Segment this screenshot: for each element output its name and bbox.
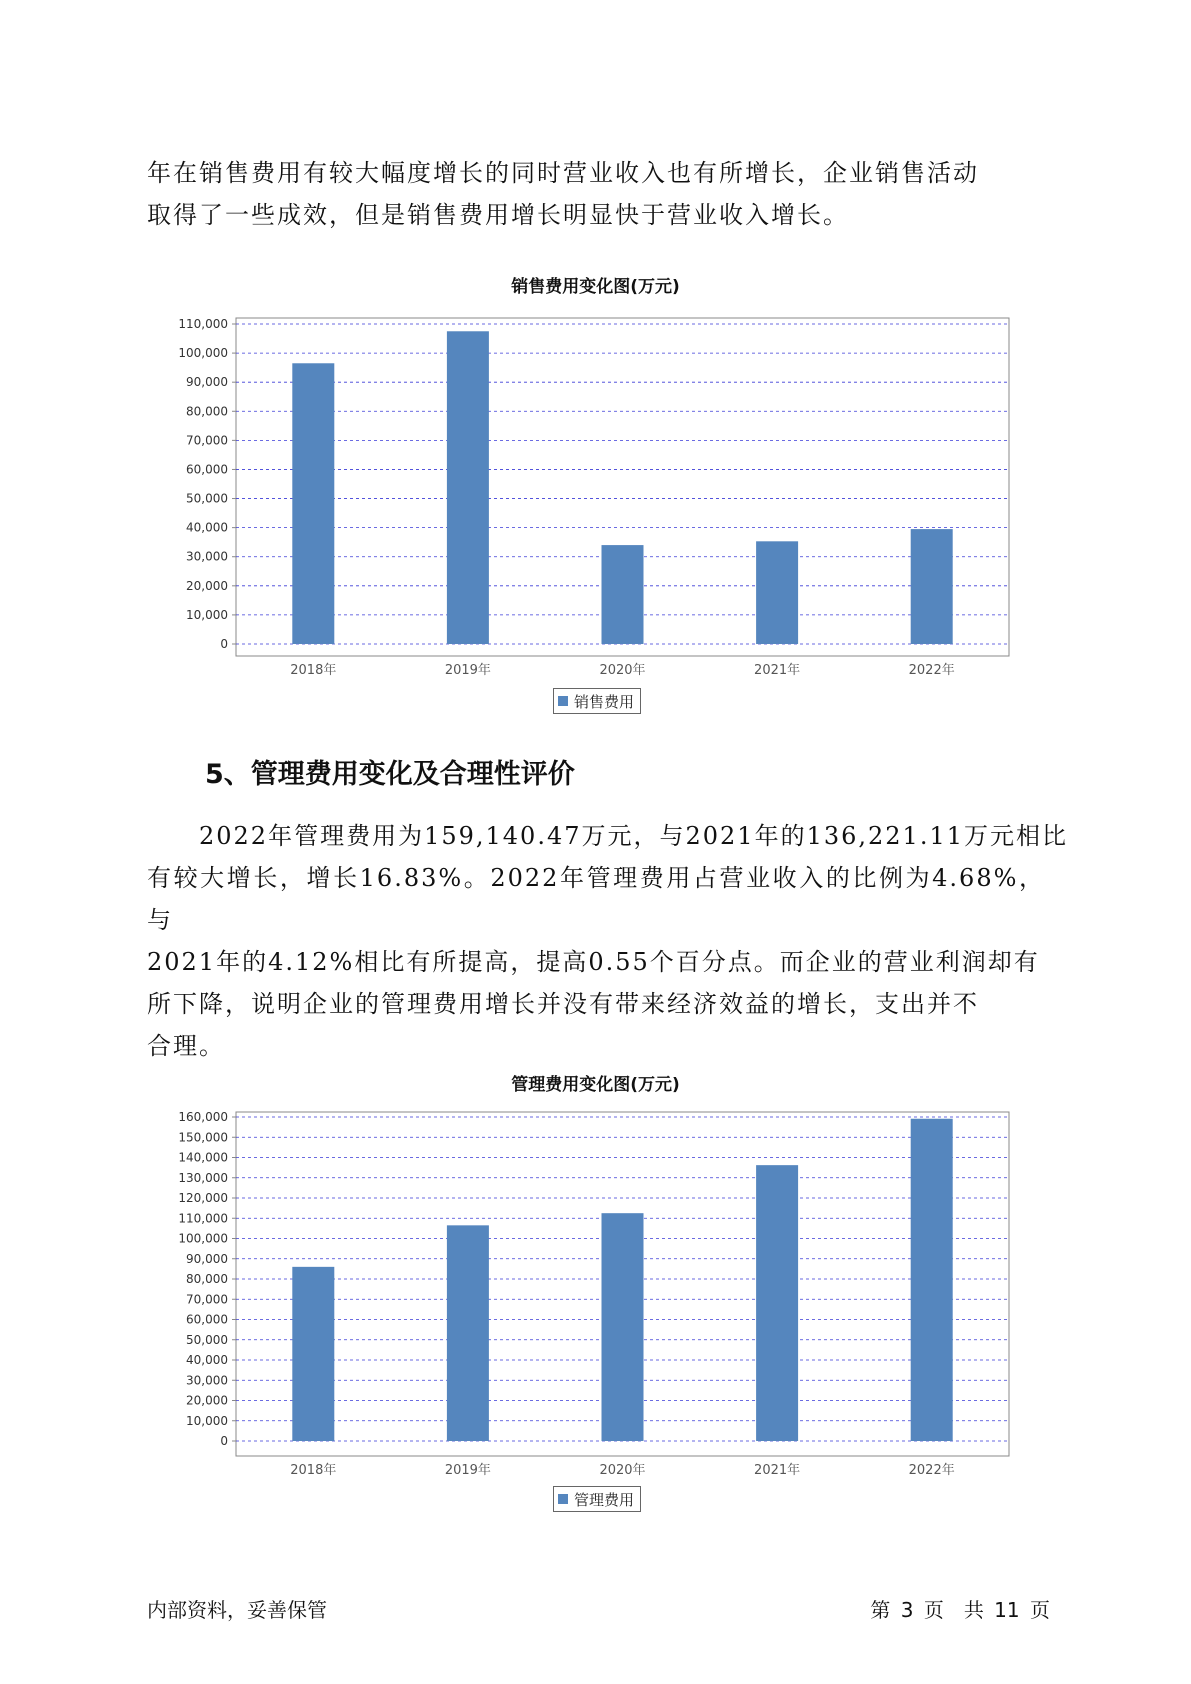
y-tick-label: 40,000 [186,1353,228,1367]
y-tick-label: 20,000 [186,1393,228,1408]
sales-expense-chart [0,300,1191,680]
y-tick-label: 100,000 [178,1231,228,1246]
bar [447,1225,489,1441]
x-tick-label: 2020年 [599,1463,646,1478]
chart-title: 管理费用变化图(万元) [511,1075,680,1095]
y-tick-label: 70,000 [186,1292,228,1307]
y-tick-label: 140,000 [178,1150,228,1165]
intro-paragraph [147,152,1045,236]
section5-paragraph [147,815,1068,1067]
x-tick-label: 2022年 [908,1463,955,1478]
y-tick-label: 50,000 [186,491,228,506]
section-heading: 5、管理费用变化及合理性评价 [205,759,575,790]
intro-line: 年在销售费用有较大幅度增长的同时营业收入也有所增长，企业销售活动 [147,159,979,187]
y-tick-label: 80,000 [186,404,228,419]
y-tick-label: 120,000 [178,1191,228,1205]
section5-line: 合理。 [147,1032,225,1060]
y-tick-label: 70,000 [186,433,228,448]
y-tick-label: 60,000 [186,462,228,477]
y-tick-label: 30,000 [186,1373,228,1388]
y-tick-label: 80,000 [186,1272,228,1286]
chart-legend [553,688,641,714]
bar [911,1119,953,1441]
section5-line: 有较大增长，增长16.83%。2022年管理费用占营业收入的比例为4.68%，与 [147,864,1045,934]
x-tick-label: 2022年 [908,663,955,678]
y-tick-label: 10,000 [186,607,228,622]
intro-line: 取得了一些成效，但是销售费用增长明显快于营业收入增长。 [147,201,849,229]
y-tick-label: 0 [220,1434,228,1448]
y-tick-label: 40,000 [186,520,228,535]
x-tick-label: 2019年 [444,663,491,678]
x-tick-label: 2021年 [754,1463,801,1478]
y-tick-label: 60,000 [186,1312,228,1327]
bar [756,1165,798,1441]
y-tick-label: 130,000 [178,1170,228,1185]
footer-page-number: 第 3 页 共 11 页 [870,1598,1050,1622]
bar [292,363,334,644]
y-tick-label: 150,000 [178,1130,228,1145]
y-tick-label: 110,000 [178,1211,228,1226]
legend-swatch [558,696,568,706]
y-tick-label: 0 [220,637,228,651]
bar [602,545,644,644]
x-tick-label: 2020年 [599,663,646,678]
bar [447,331,489,644]
y-tick-label: 90,000 [186,375,228,390]
section5-line: 2021年的4.12%相比有所提高，提高0.55个百分点。而企业的营业利润却有 [147,948,1040,976]
footer-confidential: 内部资料，妥善保管 [147,1598,327,1622]
legend-swatch [558,1494,568,1504]
bar [602,1213,644,1441]
y-tick-label: 160,000 [178,1110,228,1124]
admin-expense-chart [0,1100,1191,1480]
chart-legend [553,1486,641,1512]
bar [911,529,953,644]
y-tick-label: 10,000 [186,1413,228,1428]
chart-title: 销售费用变化图(万元) [511,277,680,297]
y-tick-label: 90,000 [186,1251,228,1266]
section5-line: 2022年管理费用为159,140.47万元，与2021年的136,221.11万元相比 [147,822,1068,850]
x-tick-label: 2018年 [290,1463,337,1478]
bar [292,1267,334,1441]
y-tick-label: 50,000 [186,1332,228,1347]
y-tick-label: 30,000 [186,549,228,564]
y-tick-label: 20,000 [186,578,228,593]
y-tick-label: 110,000 [178,317,228,331]
y-tick-label: 100,000 [178,346,228,361]
x-tick-label: 2018年 [290,663,337,678]
x-tick-label: 2021年 [754,663,801,678]
x-tick-label: 2019年 [444,1463,491,1478]
bar [756,541,798,644]
section5-line: 所下降，说明企业的管理费用增长并没有带来经济效益的增长，支出并不 [147,990,979,1018]
legend-label: 销售费用 [574,692,635,711]
legend-label: 管理费用 [574,1490,635,1509]
